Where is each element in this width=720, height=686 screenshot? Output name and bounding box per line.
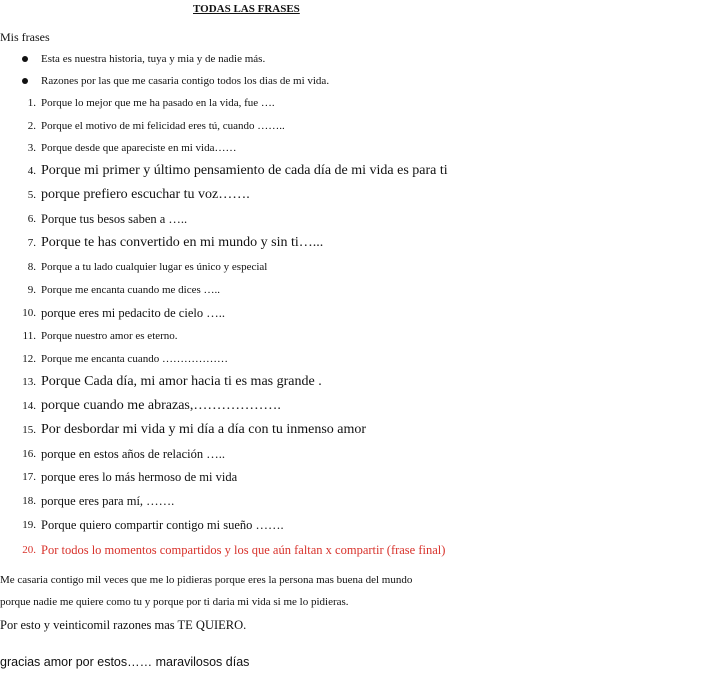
list-number: 2.: [27, 120, 36, 132]
list-item-text: porque eres para mí, …….: [41, 493, 175, 508]
list-number: 5.: [27, 189, 36, 201]
closing-line-2: porque nadie me quiere como tu y porque por ti daria mi vida si me lo pidieras.: [0, 596, 349, 608]
list-item-text: Por desbordar mi vida y mi día a día con tu inmenso amor: [41, 422, 367, 437]
list-number: 18.: [22, 495, 36, 507]
list-item-text: Porque me encanta cuando ………………: [41, 353, 228, 365]
list-item-text: Porque a tu lado cualquier lugar es único y especial: [41, 261, 268, 273]
list-number: 15.: [22, 424, 36, 436]
list-item-text: Porque mi primer y último pensamiento de cada día de mi vida es para ti: [41, 163, 448, 178]
list-item-text: Porque te has convertido en mi mundo y sin ti…...: [41, 235, 324, 250]
list-number: 12.: [22, 353, 36, 365]
list-number: 7.: [27, 237, 36, 249]
list-item-text: Porque tus besos saben a …..: [41, 211, 188, 226]
list-item-text: Por todos lo momentos compartidos y los que aún faltan x compartir (frase final): [41, 542, 446, 557]
list-item-text: Razones por las que me casaria contigo todos los dias de mi vida.: [41, 75, 330, 87]
list-item-text: Porque el motivo de mi felicidad eres tú, cuando ……..: [41, 120, 285, 132]
list-item-text: Esta es nuestra historia, tuya y mia y de nadie más.: [41, 53, 266, 65]
closing-line-4: gracias amor por estos…… maravilosos días: [0, 655, 250, 669]
bullet-icon: [22, 56, 28, 62]
list-number: 1.: [27, 97, 36, 109]
list-item-text: porque eres mi pedacito de cielo …..: [41, 305, 225, 320]
list-number: 6.: [27, 213, 36, 225]
list-number: 17.: [22, 471, 36, 483]
list-item-text: Porque desde que apareciste en mi vida……: [41, 142, 237, 154]
list-number: 19.: [22, 519, 36, 531]
list-number: 8.: [27, 261, 36, 273]
list-number: 9.: [27, 284, 36, 296]
closing-line-1: Me casaria contigo mil veces que me lo pidieras porque eres la persona mas buena del mundo: [0, 574, 413, 586]
list-number: 11.: [22, 330, 36, 342]
list-item-text: porque prefiero escuchar tu voz…….: [41, 187, 250, 202]
list-number: 14.: [22, 400, 36, 412]
list-number: 3.: [27, 142, 36, 154]
closing-line-3: Por esto y veinticomil razones mas TE QUIERO.: [0, 618, 247, 632]
list-number: 20.: [22, 544, 36, 556]
list-number: 4.: [27, 165, 36, 177]
list-item-text: Porque quiero compartir contigo mi sueño …….: [41, 517, 284, 532]
list-item-text: porque eres lo más hermoso de mi vida: [41, 469, 238, 484]
list-item-text: Porque lo mejor que me ha pasado en la vida, fue ….: [41, 97, 275, 109]
list-number: 13.: [22, 376, 36, 388]
list-number: 10.: [22, 307, 36, 319]
list-item-text: Porque nuestro amor es eterno.: [41, 330, 178, 342]
bullet-icon: [22, 78, 28, 84]
list-item-text: Porque me encanta cuando me dices …..: [41, 284, 220, 296]
list-item-text: Porque Cada día, mi amor hacia ti es mas grande .: [41, 374, 322, 389]
section-heading: Mis frases: [0, 30, 50, 44]
list-item-text: porque en estos años de relación …..: [41, 446, 225, 461]
document-title: TODAS LAS FRASES: [193, 3, 300, 15]
list-number: 16.: [22, 448, 36, 460]
list-item-text: porque cuando me abrazas,……………….: [41, 398, 281, 413]
